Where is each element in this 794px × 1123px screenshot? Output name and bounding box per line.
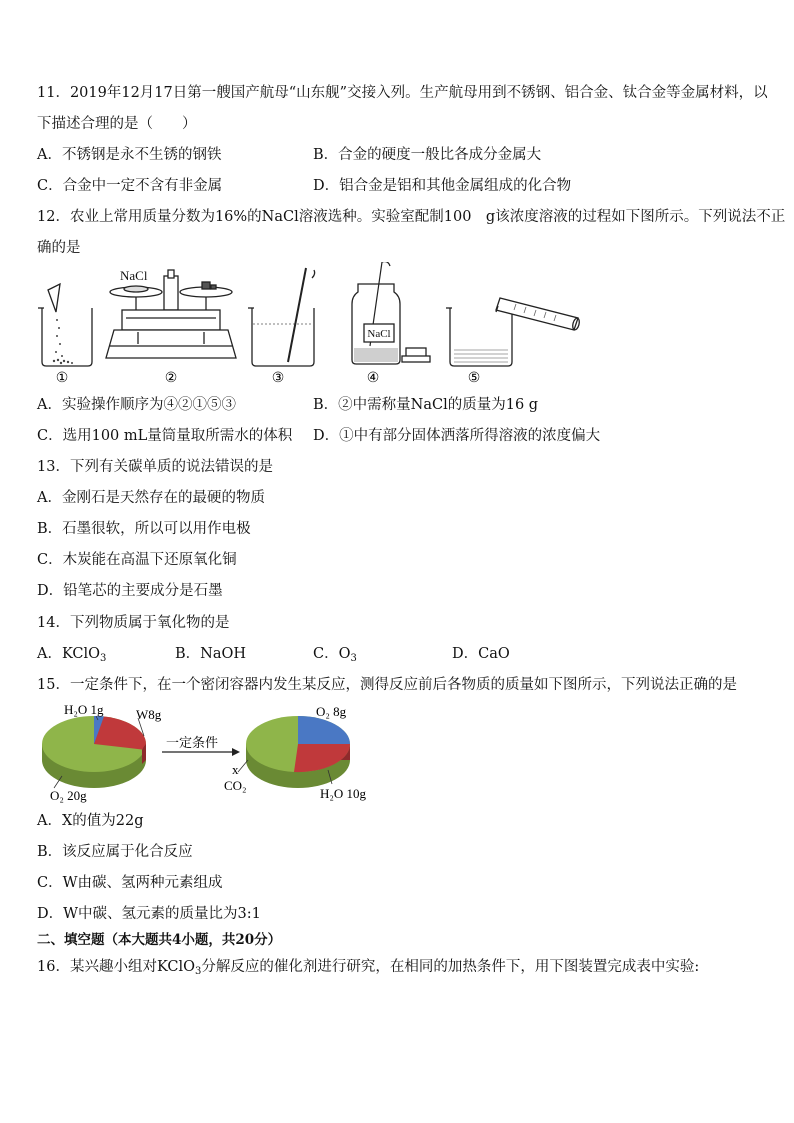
q15-stem: 15．一定条件下，在一个密闭容器内发生某反应，测得反应前后各物质的质量如下图所示，下列说法正确的是	[37, 677, 737, 693]
q11-option-a: A．不锈钢是永不生锈的钢铁	[37, 147, 222, 163]
q13-option-b: B．石墨很软，所以可以用作电极	[37, 521, 251, 537]
q14-option-d: D．CaO	[452, 646, 510, 662]
q11-option-d: D．铝合金是铝和其他金属组成的化合物	[313, 178, 572, 194]
pie-after-x-label: x	[232, 762, 239, 777]
step2-balance	[106, 268, 236, 358]
pie-after-o2-slice	[298, 716, 350, 744]
q12-stem-line1: 12．农业上常用质量分数为16%的NaCl溶液选种。实验室配制100 g该浓度溶液的过程如下图所示。下列说法不正	[37, 209, 786, 225]
q12-stem-line2: 确的是	[37, 240, 81, 256]
pie-after-reaction	[238, 716, 350, 788]
q16-stem: 16．某兴趣小组对KClO$_3$分解反应的催化剂进行研究，在相同的加热条件下，用下图装置完成表中实验:	[37, 959, 700, 977]
reaction-arrow	[162, 735, 240, 756]
q14-stem: 14．下列物质属于氧化物的是	[37, 615, 230, 631]
q12-option-b: B．②中需称量NaCl的质量为16 g	[313, 397, 539, 413]
q12-option-d: D．①中有部分固体洒落所得溶液的浓度偏大	[313, 428, 601, 444]
q13-stem: 13．下列有关碳单质的说法错误的是	[37, 459, 273, 475]
q15-option-b: B．该反应属于化合反应	[37, 844, 193, 860]
pie-before-o2-label: O₂ 20g	[50, 788, 87, 803]
q14-option-b: B．NaOH	[175, 646, 247, 662]
q15-option-c: C．W由碳、氢两种元素组成	[37, 875, 223, 891]
q15-option-a: A．X的值为22g	[37, 813, 144, 829]
balance-nacl-label: NaCl	[120, 268, 148, 283]
q14-option-c: C．$O_3$	[313, 646, 357, 664]
q14-option-a: A．KClO$_3$	[37, 646, 107, 664]
step5-pouring-water	[446, 298, 580, 366]
q11-option-c: C．合金中一定不含有非金属	[37, 178, 223, 194]
q11-stem-line2: 下描述合理的是（ ）	[37, 116, 197, 132]
q13-option-c: C．木炭能在高温下还原氧化铜	[37, 552, 237, 568]
pie-after-o2-label: O₂ 8g	[316, 704, 347, 719]
step5-number: ⑤	[467, 371, 481, 386]
pie-after-h2o-label: H₂O 10g	[320, 786, 367, 801]
q12-option-c: C．选用100 mL量筒量取所需水的体积	[37, 428, 293, 444]
pie-before-w-label: W8g	[136, 707, 162, 722]
q11-option-b: B．合金的硬度一般比各成分金属大	[313, 147, 542, 163]
q13-option-a: A．金刚石是天然存在的最硬的物质	[37, 490, 265, 506]
step1-beaker-pouring	[38, 284, 92, 366]
q11-stem-line1: 11．2019年12月17日第一艘国产航母“山东舰”交接入列。生产航母用到不锈钢、铝合金、钛合金等金属材料，以	[37, 85, 768, 101]
step4-reagent-bottle	[352, 262, 430, 364]
q15-pie-figure	[36, 700, 386, 808]
step3-beaker-stirring	[248, 268, 315, 366]
step2-number: ②	[164, 371, 178, 386]
step1-number: ①	[55, 371, 69, 386]
section-2-heading: 二、填空题（本大题共4小题，共20分）	[37, 932, 282, 948]
q12-solution-prep-figure	[30, 262, 590, 388]
q15-option-d: D．W中碳、氢元素的质量比为3:1	[37, 906, 261, 922]
step4-number: ④	[366, 371, 380, 386]
bottle-nacl-label: NaCl	[367, 328, 391, 340]
pie-after-co2-label: CO₂	[224, 778, 247, 793]
q13-option-d: D．铅笔芯的主要成分是石墨	[37, 583, 223, 599]
pie-before-reaction	[42, 716, 146, 788]
pie-before-h2o-label: H₂O 1g	[64, 702, 104, 717]
q12-option-a: A．实验操作顺序为④②①⑤③	[37, 397, 236, 413]
reaction-condition-label: 一定条件	[166, 735, 219, 750]
step3-number: ③	[271, 371, 285, 386]
